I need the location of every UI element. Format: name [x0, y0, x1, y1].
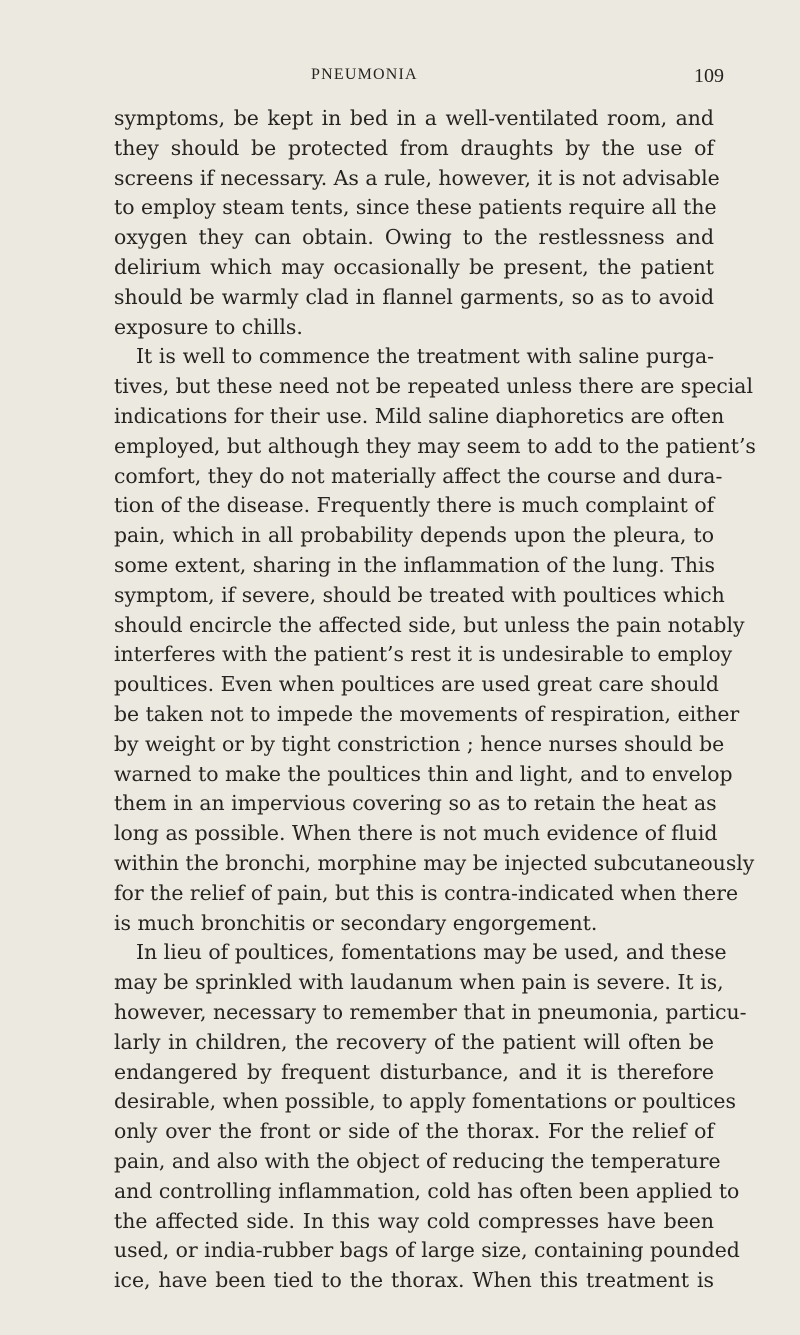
text-line: comfort, they do not materially affect the course and dura- [114, 463, 723, 488]
text-line: they should be protected from draughts by the use of [114, 135, 714, 160]
text-line: pain, which in all probability depends upon the pleura, to [114, 523, 714, 548]
text-line: symptom, if severe, should be treated with poultices which [114, 582, 725, 607]
text-line: employed, but although they may seem to add to the patient’s [114, 433, 756, 458]
text-line: indications for their use. Mild saline diaphoretics are often [114, 404, 725, 428]
text-line: poultices. Even when poultices are used great care should [114, 672, 719, 697]
text-line: and controlling inflammation, cold has often been applied to [114, 1178, 740, 1203]
page-number: 109 [694, 65, 724, 87]
text-line: oxygen they can obtain. Owing to the restlessness and [114, 225, 714, 250]
text-line: exposure to chills. [114, 314, 303, 339]
running-head-title: PNEUMONIA [311, 66, 418, 83]
text-line: delirium which may occasionally be present, the patient [114, 255, 714, 279]
text-line: be taken not to impede the movements of respiration, either [114, 702, 740, 726]
text-line: tives, but these need not be repeated unless there are special [114, 374, 753, 399]
text-line: for the relief of pain, but this is contra-indicated when there [114, 880, 739, 905]
text-line: tion of the disease. Frequently there is much complaint of [114, 493, 715, 518]
text-line: by weight or by tight constriction ; hence nurses should be [114, 731, 725, 756]
text-line: used, or india-rubber bags of large size, containing pounded [114, 1238, 740, 1263]
text-line: within the bronchi, morphine may be injected subcutaneously [114, 851, 755, 875]
text-line: to employ steam tents, since these patients require all the [114, 195, 717, 220]
text-line: screens if necessary. As a rule, however, it is not advisable [114, 165, 720, 190]
text-line: symptoms, be kept in bed in a well-ventilated room, and [114, 106, 714, 130]
text-line: It is well to commence the treatment with saline purga- [136, 344, 714, 369]
text-line: ice, have been tied to the thorax. When this treatment is [114, 1268, 714, 1293]
text-line: pain, and also with the object of reducing the temperature [114, 1149, 721, 1173]
text-line: In lieu of poultices, fomentations may be used, and these [136, 940, 727, 965]
text-line: only over the front or side of the thorax. For the relief of [114, 1119, 714, 1144]
text-line: however, necessary to remember that in pneumonia, particu- [114, 1000, 747, 1024]
text-line: desirable, when possible, to apply fomentations or poultices [114, 1089, 736, 1114]
text-line: may be sprinkled with laudanum when pain is severe. It is, [114, 970, 724, 995]
text-line: larly in children, the recovery of the patient will often be [114, 1029, 714, 1054]
text-line: the affected side. In this way cold compresses have been [114, 1208, 714, 1233]
text-line: should encircle the affected side, but unless the pain notably [114, 612, 745, 637]
text-line: some extent, sharing in the inflammation of the lung. This [114, 553, 715, 577]
text-line: should be warmly clad in flannel garments, so as to avoid [114, 284, 714, 309]
text-line: interferes with the patient’s rest it is undesirable to employ [114, 642, 733, 667]
text-line: warned to make the poultices thin and light, and to envelop [114, 761, 733, 786]
text-line: is much bronchitis or secondary engorgement. [114, 910, 598, 935]
text-line: them in an impervious covering so as to retain the heat as [114, 791, 717, 816]
text-line: endangered by frequent disturbance, and it is therefore [114, 1059, 714, 1084]
text-line: long as possible. When there is not much evidence of fluid [114, 821, 718, 846]
